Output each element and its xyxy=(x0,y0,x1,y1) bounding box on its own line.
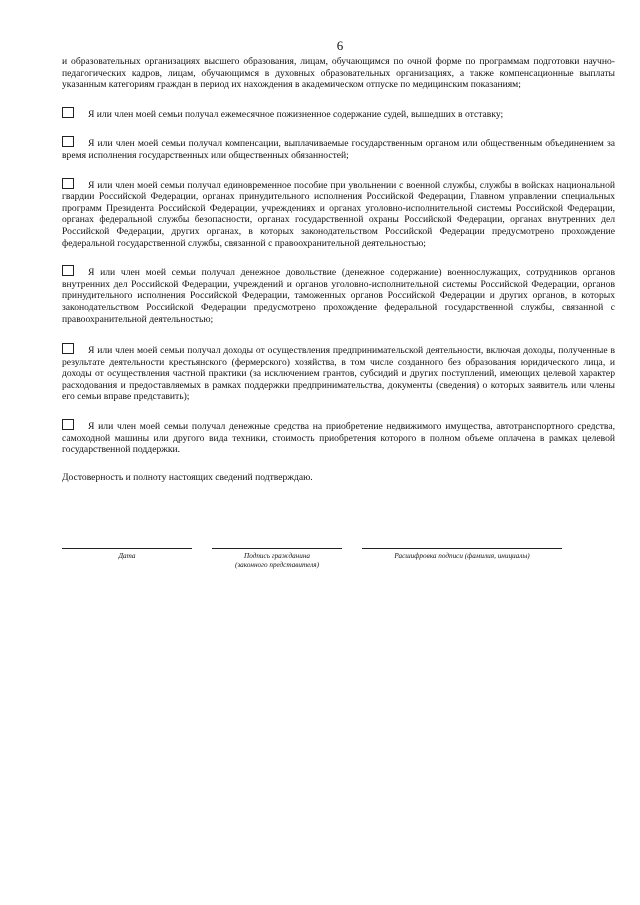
signature-block xyxy=(62,548,562,588)
checkbox-business-income[interactable] xyxy=(62,343,74,354)
checkbox-judge-pension[interactable] xyxy=(62,107,74,118)
confirmation-text: Достоверность и полноту настоящих сведений подтверждаю. xyxy=(62,471,313,483)
list-item xyxy=(62,265,615,325)
item-text: Я или член моей семьи получал денежные средства на приобретение недвижимого имущества, автотранспортного средства, самоходной машины или другого вида техники, стоимость приобретения которого в полном объеме оплачена в рамках целевой государственной поддержки. xyxy=(62,421,615,456)
page-number: 6 xyxy=(336,38,344,53)
form-body xyxy=(62,56,615,483)
date-label: Дата xyxy=(118,552,136,560)
intro-paragraph: и образовательных организациях высшего образования, лицам, обучающимся по очной форме по программам подготовки научно-педагогических кадров, лицам, обучающимся в духовных образовательных организациях, а также компенсационные выплаты указанным категориям граждан в период их нахождения в академическом отпуске по медицинским показаниям; xyxy=(62,56,615,91)
list-item xyxy=(62,136,615,161)
checkbox-discharge-allowance[interactable] xyxy=(62,178,74,189)
item-text: Я или член моей семьи получал ежемесячное пожизненное содержание судей, вышедших в отставку; xyxy=(88,108,504,120)
list-item xyxy=(62,107,615,121)
item-text: Я или член моей семьи получал доходы от осуществления предпринимательской деятельности, включая доходы, полученные в результате деятельности крестьянского (фермерского) хозяйства, в том числе созданного без образования юридического лица, и доходы от осуществления частной практики (за исключением грантов, субсидий и других поступлений, имеющих целевой характер расходования и предоставляемых в рамках поддержки предпринимательства, документы (сведения) о которых заявитель или члены его семьи вправе представить); xyxy=(62,345,615,403)
item-text: Я или член моей семьи получал единовременное пособие при увольнении с военной службы, службы в войсках национальной гвардии Российской Федерации, органах принудительного исполнения Российской Федерации, Главном управлении специальных программ Президента Российской Федерации, учреждениях и органах уголовно-исполнительной системы Российской Федерации, органах федеральной службы безопасности, органах государственной охраны Российской Федерации, органах внутренних дел Российской Федерации, других органах, в которых законодательством Российской Федерации предусмотрено прохождение федеральной государственной службы, связанной с правоохранительной деятельностью; xyxy=(62,179,615,249)
decoding-line[interactable] xyxy=(362,548,562,549)
decoding-label: Расшифровка подписи (фамилия, инициалы) xyxy=(394,552,530,560)
checkbox-state-support-purchase[interactable] xyxy=(62,419,74,430)
item-text: Я или член моей семьи получал компенсации, выплачиваемые государственным органом или общественным объединением за время исполнения государственных или общественных обязанностей; xyxy=(62,138,615,161)
checkbox-public-duty-compensation[interactable] xyxy=(62,136,74,147)
list-item xyxy=(62,343,615,403)
date-line[interactable] xyxy=(62,548,192,549)
checkbox-service-allowance[interactable] xyxy=(62,265,74,276)
signature-label: Подпись гражданина (законного представителя) xyxy=(234,552,320,569)
signature-line[interactable] xyxy=(212,548,342,549)
list-item xyxy=(62,178,615,250)
item-text: Я или член моей семьи получал денежное довольствие (денежное содержание) военнослужащих, сотрудников органов внутренних дел Российской Федерации, учреждений и органов уголовно-исполнительной системы Российской Федерации, органов принудительного исполнения Российской Федерации, таможенных органов Российской Федерации и других органов, в которых законодательством Российской Федерации предусмотрено прохождение федеральной государственной службы, связанной с правоохранительной деятельностью; xyxy=(62,267,615,325)
list-item xyxy=(62,419,615,456)
